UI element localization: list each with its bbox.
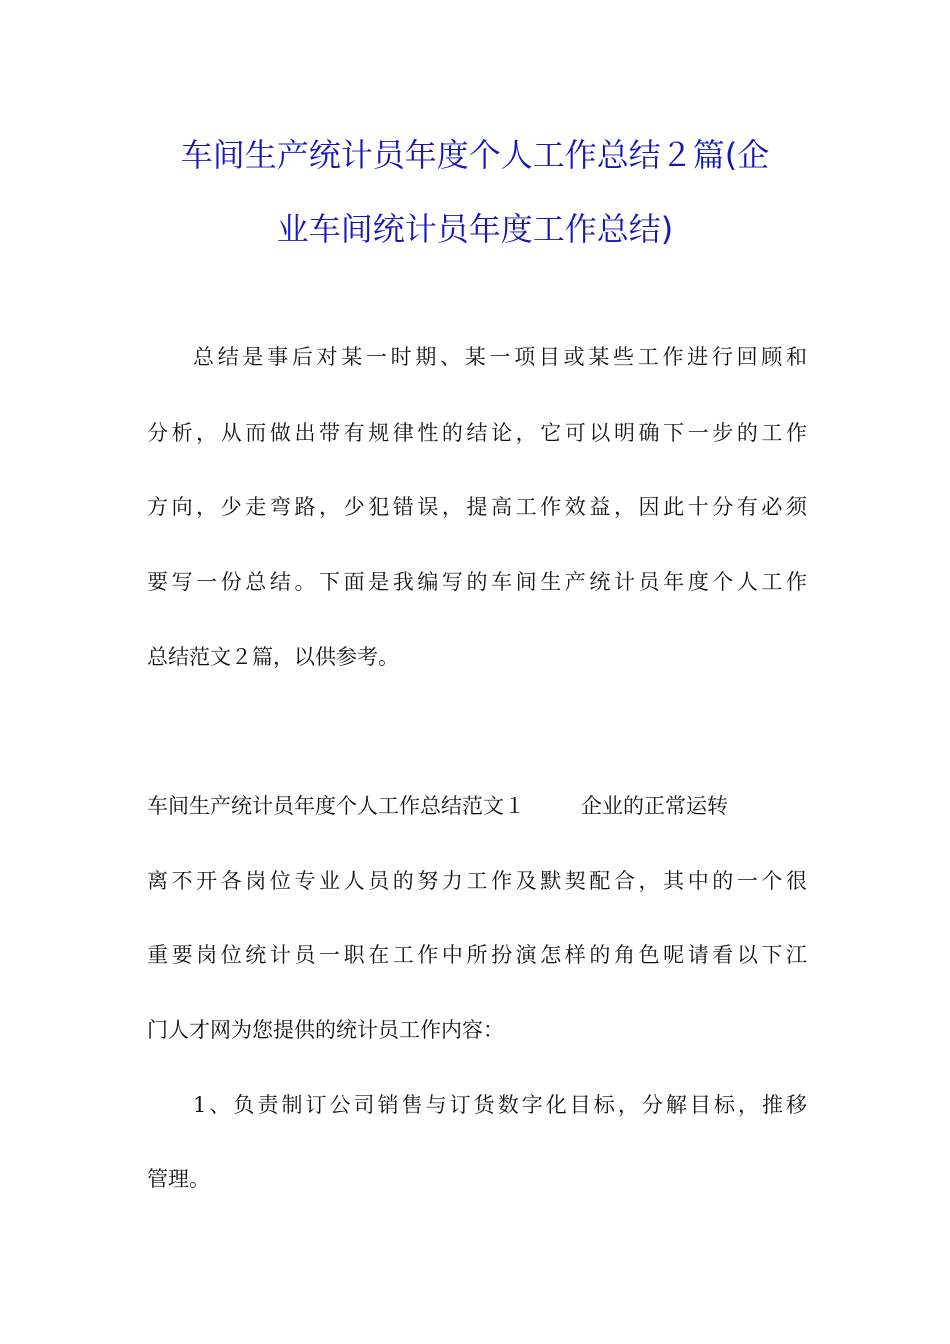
section1-line-2: 重要岗位统计员一职在工作中所扮演怎样的角色呢请看以下江 (147, 943, 807, 967)
section1-heading-tail: 企业的正常运转 (581, 794, 728, 818)
intro-line-3: 方向，少走弯路，少犯错误，提高工作效益，因此十分有必须 (147, 495, 807, 519)
section1-line-1: 离不开各岗位专业人员的努力工作及默契配合，其中的一个很 (147, 869, 807, 893)
item1-line-2: 管理。 (147, 1167, 210, 1191)
intro-line-4: 要写一份总结。下面是我编写的车间生产统计员年度个人工作 (147, 570, 807, 594)
section1-heading-line (147, 791, 807, 821)
document-title-line-1: 车间生产统计员年度个人工作总结２篇(企 (180, 136, 770, 174)
section1-heading: 车间生产统计员年度个人工作总结范文１ (147, 794, 525, 818)
intro-line-5: 总结范文２篇，以供参考。 (147, 645, 399, 669)
intro-line-1: 总结是事后对某一时期、某一项目或某些工作进行回顾和 (193, 345, 807, 369)
item1-line-1: 1、负责制订公司销售与订货数字化目标，分解目标，推移 (193, 1093, 807, 1117)
intro-line-2: 分析，从而做出带有规律性的结论，它可以明确下一步的工作 (147, 421, 807, 445)
section1-line-3: 门人才网为您提供的统计员工作内容： (147, 1018, 504, 1042)
document-title-line-2: 业车间统计员年度工作总结) (276, 210, 674, 248)
